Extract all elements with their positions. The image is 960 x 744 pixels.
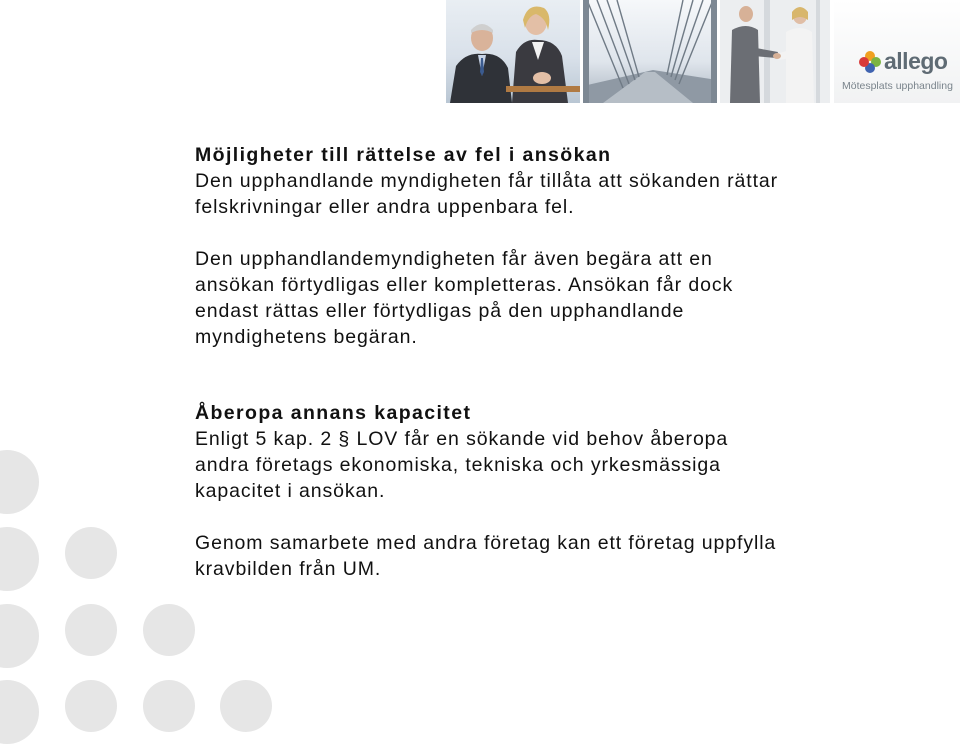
logo-subtitle: Mötesplats upphandling [842,80,953,92]
business-people-photo [446,0,580,103]
decorative-dot [143,680,195,732]
decorative-dot [0,450,39,514]
allego-logo-mark-icon [858,50,882,74]
decorative-dot [65,527,117,579]
decorative-dot [220,680,272,732]
handshake-photo [720,0,830,103]
section2-paragraph2: Genom samarbete med andra företag kan ett företag uppfylla kravbilden från UM. [195,532,777,580]
section1-paragraph1: Den upphandlande myndigheten får tillåta att sökanden rättar felskrivningar eller andra uppenbara fel. [195,170,779,218]
logo-wordmark: allego [884,48,948,74]
section1-heading: Möjligheter till rättelse av fel i ansökan [195,144,612,166]
section1-paragraph2: Den upphandlandemyndigheten får även begära att en ansökan förtydligas eller kompletteras. Ansökan får dock endast rättas eller förtydligas på den upphandlande myndighetens begäran. [195,248,734,348]
bridge-photo [583,0,717,103]
section2-heading: Åberopa annans kapacitet [195,402,472,424]
decorative-dot [0,527,39,591]
decorative-dot [65,604,117,656]
decorative-dot [65,680,117,732]
spacer [195,220,835,246]
header-banner [446,0,960,103]
decorative-dot [0,680,39,744]
spacer [195,350,835,400]
section2-paragraph1: Enligt 5 kap. 2 § LOV får en sökande vid behov åberopa andra företags ekonomiska, tekniska och yrkesmässiga kapacitet i ansökan. [195,428,729,502]
decorative-dot [143,604,195,656]
decorative-dot [0,604,39,668]
decorative-dots [0,440,300,720]
allego-logo [834,0,960,103]
